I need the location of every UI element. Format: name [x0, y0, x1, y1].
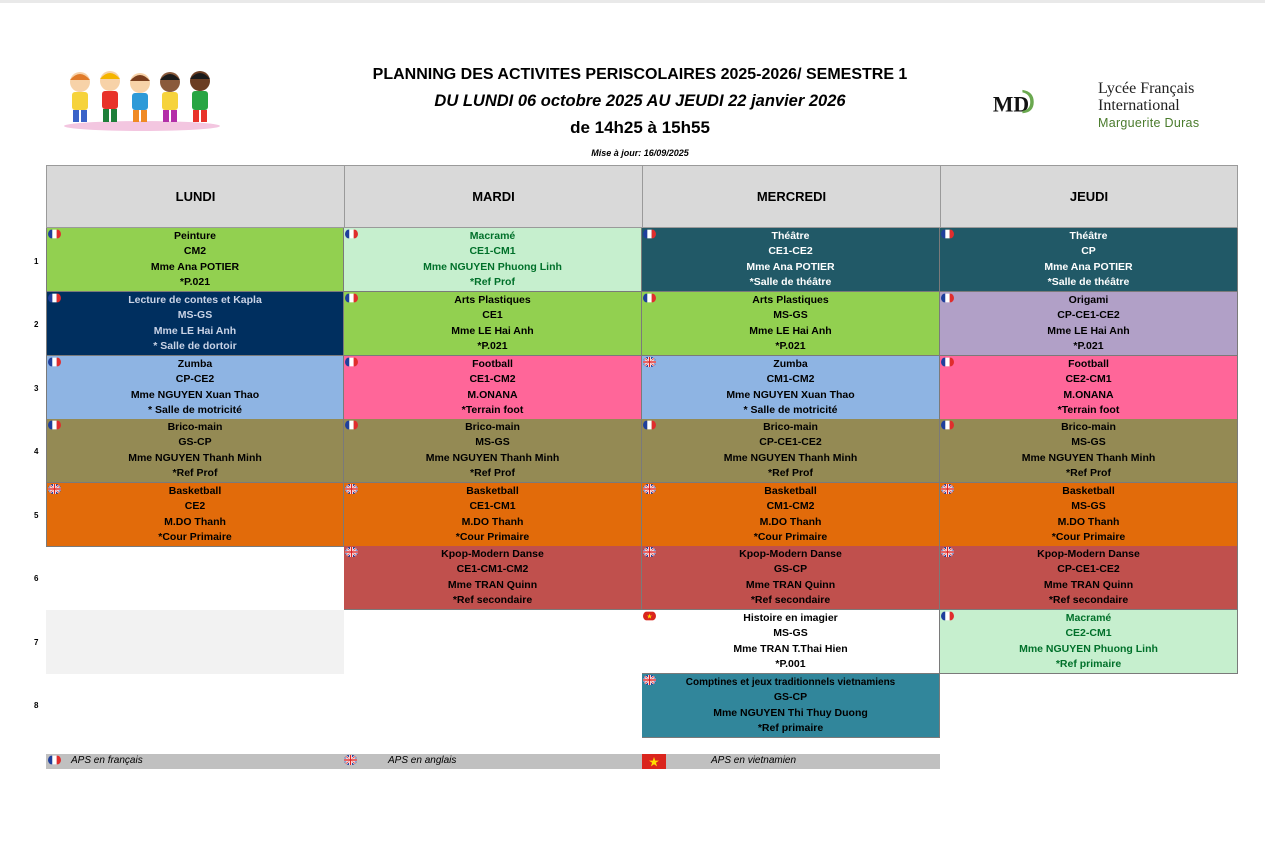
class-level: CP-CE1-CE2	[1057, 309, 1120, 322]
teacher-name: Mme NGUYEN Xuan Thao	[130, 388, 260, 401]
activity-name: Théâtre	[1069, 230, 1108, 242]
class-level: MS-GS	[177, 309, 213, 322]
france-flag-icon	[941, 420, 954, 430]
france-flag-icon	[345, 293, 358, 303]
teacher-name: Mme NGUYEN Phuong Linh	[1019, 642, 1158, 655]
class-level: MS-GS	[773, 309, 808, 322]
france-flag-icon	[48, 755, 61, 765]
location: *Cour Primaire	[455, 531, 530, 544]
uk-flag-icon	[643, 675, 656, 685]
france-flag-icon	[48, 229, 61, 239]
teacher-name: Mme Ana POTIER	[150, 260, 240, 273]
teacher-name: Mme LE Hai Anh	[451, 324, 534, 337]
class-level: CE1-CM1-CM2	[456, 563, 529, 576]
france-flag-icon	[48, 357, 61, 367]
france-flag-icon	[643, 229, 656, 239]
row-number: 3	[34, 384, 39, 393]
teacher-name: Mme NGUYEN Thanh Minh	[128, 451, 262, 464]
location: * Salle de motricité	[743, 404, 838, 417]
location: *Cour Primaire	[158, 531, 232, 544]
teacher-name: M.DO Thanh	[759, 515, 822, 528]
time-range: de 14h25 à 15h55	[570, 118, 710, 137]
class-level: MS-GS	[475, 436, 510, 449]
activity-cell	[642, 356, 940, 420]
uk-flag-icon	[643, 547, 656, 557]
activity-cell	[46, 228, 344, 292]
location: *P.021	[179, 276, 211, 289]
activity-name: Brico-main	[1061, 421, 1116, 433]
teacher-name: Mme Ana POTIER	[746, 260, 835, 273]
activity-name: Peinture	[173, 230, 216, 242]
location: *Ref Prof	[768, 467, 813, 480]
location: * Salle de motricité	[148, 404, 242, 417]
location: *Ref primaire	[1055, 658, 1122, 671]
location: *Ref secondaire	[452, 594, 533, 607]
location: *Terrain foot	[1057, 404, 1120, 417]
location: *Cour Primaire	[1051, 531, 1126, 544]
class-level: CE1-CM1	[469, 500, 516, 513]
activity-name: Brico-main	[465, 421, 520, 433]
vietnam-flag-icon	[642, 754, 666, 769]
activity-cell	[642, 546, 940, 610]
class-level: CE1-CM1	[469, 245, 516, 258]
activity-name: Macramé	[469, 230, 516, 242]
legend-french: APS en français	[71, 755, 143, 766]
activity-cell	[344, 356, 642, 420]
location: *Salle de théâtre	[1047, 276, 1130, 289]
class-level: CE2	[184, 500, 206, 513]
location: *Terrain foot	[461, 404, 524, 417]
teacher-name: Mme LE Hai Anh	[1047, 324, 1130, 337]
school-name-line3: Marguerite Duras	[1098, 116, 1200, 130]
france-flag-icon	[941, 611, 954, 621]
teacher-name: Mme LE Hai Anh	[153, 324, 237, 337]
row-number: 6	[34, 574, 39, 583]
activity-name: Football	[472, 358, 513, 370]
france-flag-icon	[941, 357, 954, 367]
activity-name: Zumba	[773, 358, 808, 370]
activity-name: Kpop-Modern Danse	[441, 548, 544, 560]
activity-cell	[642, 674, 940, 738]
france-flag-icon	[941, 293, 954, 303]
page-title: PLANNING DES ACTIVITES PERISCOLAIRES 2025-2026/ SEMESTRE 1	[372, 66, 908, 83]
activity-cell	[642, 610, 940, 674]
teacher-name: Mme NGUYEN Phuong Linh	[423, 260, 562, 273]
france-flag-icon	[48, 420, 61, 430]
row-number: 1	[34, 257, 39, 266]
activity-cell	[642, 419, 940, 483]
school-name-line1: Lycée Français	[1098, 80, 1195, 97]
uk-flag-icon	[344, 755, 357, 765]
class-level: CP-CE1-CE2	[759, 436, 822, 449]
class-level: CM1-CM2	[766, 500, 815, 513]
class-level: CE1-CE2	[768, 245, 813, 258]
location: *P.021	[775, 340, 806, 353]
teacher-name: Mme TRAN Quinn	[1043, 578, 1134, 591]
class-level: GS-CP	[178, 436, 212, 449]
activity-name: Basketball	[168, 485, 222, 497]
activity-name: Football	[1068, 358, 1109, 370]
activity-cell	[46, 292, 344, 356]
day-header-lundi: LUNDI	[46, 165, 345, 228]
activity-cell	[344, 483, 642, 547]
row-number: 7	[34, 638, 39, 647]
location: *Ref secondaire	[1048, 594, 1129, 607]
teacher-name: M.DO Thanh	[461, 515, 524, 528]
class-level: MS-GS	[1071, 500, 1106, 513]
school-name-line2: International	[1098, 97, 1180, 114]
row-number: 8	[34, 701, 39, 710]
france-flag-icon	[643, 293, 656, 303]
uk-flag-icon	[345, 484, 358, 494]
activity-cell	[46, 356, 344, 420]
activity-name: Brico-main	[763, 421, 818, 433]
class-level: GS-CP	[773, 563, 808, 576]
row-number: 2	[34, 320, 39, 329]
uk-flag-icon	[941, 547, 954, 557]
activity-name: Basketball	[1062, 485, 1115, 497]
activity-cell	[642, 228, 940, 292]
vietnam-flag-icon	[643, 611, 656, 621]
uk-flag-icon	[643, 357, 656, 367]
teacher-name: Mme TRAN Quinn	[447, 578, 538, 591]
class-level: MS-GS	[773, 627, 808, 640]
day-header-jeudi: JEUDI	[940, 165, 1238, 228]
class-level: CE1-CM2	[469, 373, 516, 386]
class-level: CP-CE1-CE2	[1057, 563, 1120, 576]
france-flag-icon	[345, 420, 358, 430]
school-name	[1098, 80, 1199, 130]
location: *Salle de théâtre	[749, 276, 832, 289]
uk-flag-icon	[941, 484, 954, 494]
teacher-name: Mme NGUYEN Thanh Minh	[425, 451, 560, 464]
activity-cell	[940, 419, 1238, 483]
teacher-name: M.DO Thanh	[1057, 515, 1120, 528]
activity-name: Lecture de contes et Kapla	[128, 294, 262, 306]
class-level: CP	[1081, 245, 1096, 258]
location: * Salle de dortoir	[153, 340, 237, 353]
uk-flag-icon	[643, 484, 656, 494]
class-level: CM2	[183, 245, 207, 258]
teacher-name: Mme TRAN T.Thai Hien	[733, 642, 848, 655]
school-logo-icon	[992, 72, 1092, 132]
france-flag-icon	[643, 420, 656, 430]
teacher-name: M.ONANA	[1063, 388, 1114, 401]
activity-cell	[344, 546, 642, 610]
activity-cell	[46, 419, 344, 483]
row-number: 4	[34, 447, 39, 456]
france-flag-icon	[48, 293, 61, 303]
activity-cell	[344, 228, 642, 292]
teacher-name: Mme NGUYEN Thanh Minh	[1021, 451, 1156, 464]
uk-flag-icon	[48, 484, 61, 494]
kids-illustration	[62, 68, 222, 132]
teacher-name: Mme NGUYEN Xuan Thao	[726, 388, 855, 401]
uk-flag-icon	[345, 547, 358, 557]
legend-english: APS en anglais	[388, 755, 457, 766]
location: *Cour Primaire	[753, 531, 828, 544]
empty-slot	[46, 610, 344, 674]
class-level: CE1	[482, 309, 503, 322]
location: *Ref Prof	[1066, 467, 1111, 480]
update-note: Mise à jour: 16/09/2025	[591, 148, 689, 158]
france-flag-icon	[345, 357, 358, 367]
activity-cell	[344, 292, 642, 356]
activity-cell	[642, 483, 940, 547]
activity-cell	[940, 546, 1238, 610]
activity-name: Histoire en imagier	[743, 612, 838, 624]
teacher-name: Mme TRAN Quinn	[745, 578, 836, 591]
date-range: DU LUNDI 06 octobre 2025 AU JEUDI 22 janvier 2026	[434, 92, 846, 110]
teacher-name: Mme NGUYEN Thanh Minh	[723, 451, 858, 464]
activity-cell	[642, 292, 940, 356]
location: *P.021	[1073, 340, 1104, 353]
location: *P.021	[477, 340, 508, 353]
row-number: 5	[34, 511, 39, 520]
legend-bar	[46, 754, 940, 769]
legend-vietnamese: APS en vietnamien	[711, 755, 797, 766]
top-border	[0, 0, 1265, 3]
activity-name: Basketball	[466, 485, 519, 497]
activity-name: Basketball	[764, 485, 817, 497]
activity-cell	[940, 356, 1238, 420]
activity-name: Arts Plastiques	[752, 294, 829, 306]
teacher-name: Mme Ana POTIER	[1044, 260, 1133, 273]
activity-cell	[940, 228, 1238, 292]
schedule-grid	[34, 165, 1238, 739]
activity-name: Brico-main	[167, 421, 223, 433]
activity-name: Zumba	[177, 358, 213, 370]
class-level: CE2-CM1	[1065, 373, 1112, 386]
activity-name: Arts Plastiques	[454, 294, 531, 306]
activity-name: Kpop-Modern Danse	[1037, 548, 1140, 560]
activity-cell	[46, 483, 344, 547]
day-header-mercredi: MERCREDI	[642, 165, 941, 228]
location: *Ref Prof	[470, 467, 515, 480]
teacher-name: Mme LE Hai Anh	[749, 324, 832, 337]
activity-name: Origami	[1068, 294, 1109, 306]
activity-cell	[940, 610, 1238, 674]
class-level: CE2-CM1	[1065, 627, 1112, 640]
activity-name: Théâtre	[771, 230, 810, 242]
location: *Ref Prof	[172, 467, 218, 480]
teacher-name: Mme NGUYEN Thi Thuy Duong	[713, 706, 868, 719]
class-level: GS-CP	[773, 691, 808, 704]
teacher-name: M.ONANA	[467, 388, 518, 401]
class-level: CM1-CM2	[766, 373, 815, 386]
location: *Ref Prof	[470, 276, 515, 289]
france-flag-icon	[345, 229, 358, 239]
svg-text:MD: MD	[992, 92, 1030, 117]
class-level: MS-GS	[1071, 436, 1106, 449]
activity-cell	[940, 292, 1238, 356]
teacher-name: M.DO Thanh	[164, 515, 226, 528]
france-flag-icon	[941, 229, 954, 239]
activity-cell	[940, 483, 1238, 547]
activity-name: Kpop-Modern Danse	[739, 548, 842, 560]
activity-name: Macramé	[1065, 612, 1112, 624]
activity-name: Comptines et jeux traditionnels vietnamiens	[685, 677, 896, 688]
location: *P.001	[775, 658, 806, 671]
activity-cell	[344, 419, 642, 483]
class-level: CP-CE2	[175, 373, 215, 386]
location: *Ref primaire	[757, 722, 824, 735]
day-header-mardi: MARDI	[344, 165, 643, 228]
location: *Ref secondaire	[750, 594, 831, 607]
